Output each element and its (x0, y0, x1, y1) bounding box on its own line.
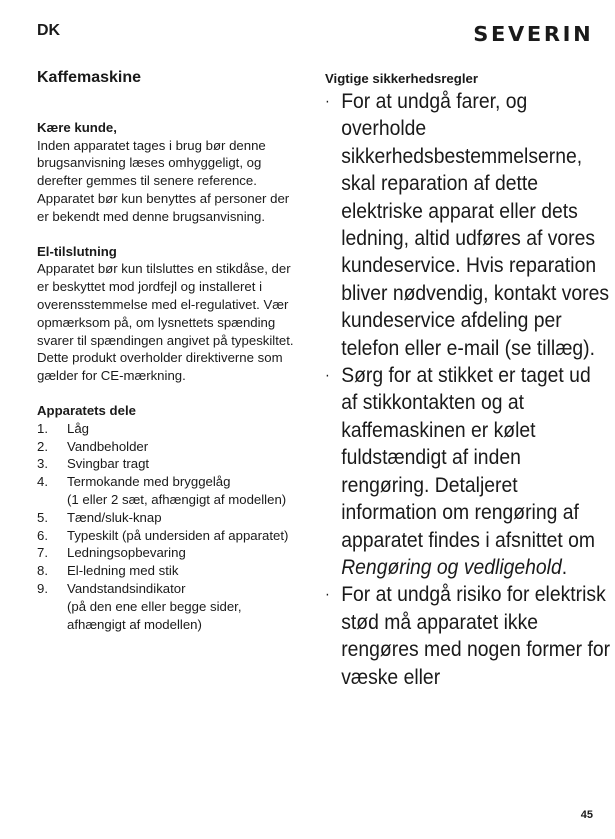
list-item-number: 3. (37, 456, 48, 472)
list-item-number: 8. (37, 563, 48, 579)
list-item-number: 4. (37, 474, 48, 490)
parts-list (37, 420, 302, 634)
list-item-text (67, 527, 288, 545)
list-item-label: Låg (67, 420, 90, 436)
list-item-number: 1. (37, 420, 48, 436)
list-item-text (67, 420, 89, 438)
page-title: Kaffemaskine (37, 69, 142, 86)
list-item-label: Tænd/sluk-knap (67, 509, 162, 525)
list-item-text (67, 580, 302, 633)
left-column (37, 69, 302, 650)
electrical-heading: El-tilslutning (37, 243, 117, 259)
right-column (325, 71, 611, 691)
list-item-label: Svingbar tragt (67, 456, 150, 472)
list-item-text (67, 544, 186, 562)
greeting-section (37, 119, 302, 226)
list-item (37, 580, 302, 633)
safety-rule-text: Sørg for at stikket er taget ud af stikkontakten og at kaffemaskinen er kølet fuldstændigt af inden rengøring. Detaljeret information om rengøring af apparatet findes i afsnittet om (341, 363, 596, 552)
list-item (37, 527, 302, 545)
safety-rule (325, 362, 611, 581)
list-item (37, 509, 302, 527)
list-item-text (67, 562, 178, 580)
safety-rule-emphasis: Rengøring og vedligehold (341, 554, 562, 579)
safety-rule (325, 88, 611, 362)
list-item-label: Termokande med bryggelåg (67, 474, 231, 490)
bullet-icon: · (325, 586, 330, 604)
page-number: 45 (580, 809, 593, 821)
list-item-number: 5. (37, 509, 48, 525)
safety-rule-text: For at undgå risiko for elektrisk stød må apparatet ikke rengøres med nogen former for væske eller (341, 582, 611, 689)
language-code: DK (37, 22, 61, 39)
greeting-heading: Kære kunde, (37, 119, 117, 135)
list-item-text (67, 509, 162, 527)
bullet-icon: · (325, 93, 330, 110)
list-item-label: Vandbeholder (67, 438, 149, 454)
list-item-note: (1 eller 2 sæt, afhængigt af modellen) (67, 491, 287, 507)
list-item-number: 2. (37, 438, 48, 454)
list-item (37, 544, 302, 562)
list-item-label: Vandstandsindikator (67, 580, 186, 596)
electrical-section (37, 243, 302, 385)
list-item-note: (på den ene eller begge sider, afhængigt af modellen) (67, 598, 242, 632)
greeting-text: Inden apparatet tages i brug bør denne brugsanvisning læses omhyggeligt, og derefter gemmes til senere reference. Apparatet bør kun benyttes af personer der er bekendt med denne brugsanvisning. (37, 137, 290, 224)
list-item-text (67, 455, 149, 473)
electrical-text: Apparatet bør kun tilsluttes en stikdåse, der er beskyttet mod jordfejl og installeret i overensstemmelse med el-regulativet. Vær opmærksom på, om lysnettets spænding svarer til spændingen angivet på typeskiltet. Dette produkt overholder direktiverne som gælder for CE-mærkning. (37, 261, 294, 384)
list-item (37, 420, 302, 438)
safety-rule-text: For at undgå farer, og overholde sikkerhedsbestemmelserne, skal reparation af dette elektriske apparat eller dets ledning, altid udføres af vores kundeservice. Hvis reparation bliver nødvendig, kontakt vores kundeservice afdeling per telefon eller e-mail (se tillæg). (341, 89, 610, 360)
brand-logo: SEVERIN (472, 22, 593, 46)
list-item (37, 438, 302, 456)
list-item-number: 6. (37, 527, 48, 543)
list-item-label: Ledningsopbevaring (67, 545, 186, 561)
bullet-icon: · (325, 367, 330, 385)
list-item-number: 7. (37, 545, 48, 561)
safety-rules-list (325, 88, 611, 691)
list-item (37, 473, 302, 509)
list-item-text (67, 438, 148, 456)
safety-rule (325, 581, 611, 691)
list-item-label: Typeskilt (på undersiden af apparatet) (67, 527, 289, 543)
list-item (37, 562, 302, 580)
safety-rule-period: . (561, 554, 568, 579)
list-item-number: 9. (37, 580, 48, 596)
list-item-text (67, 473, 286, 509)
parts-section (37, 402, 302, 633)
safety-heading: Vigtige sikkerhedsregler (325, 71, 478, 86)
parts-heading: Apparatets dele (37, 402, 136, 418)
list-item (37, 455, 302, 473)
list-item-label: El-ledning med stik (67, 563, 179, 579)
